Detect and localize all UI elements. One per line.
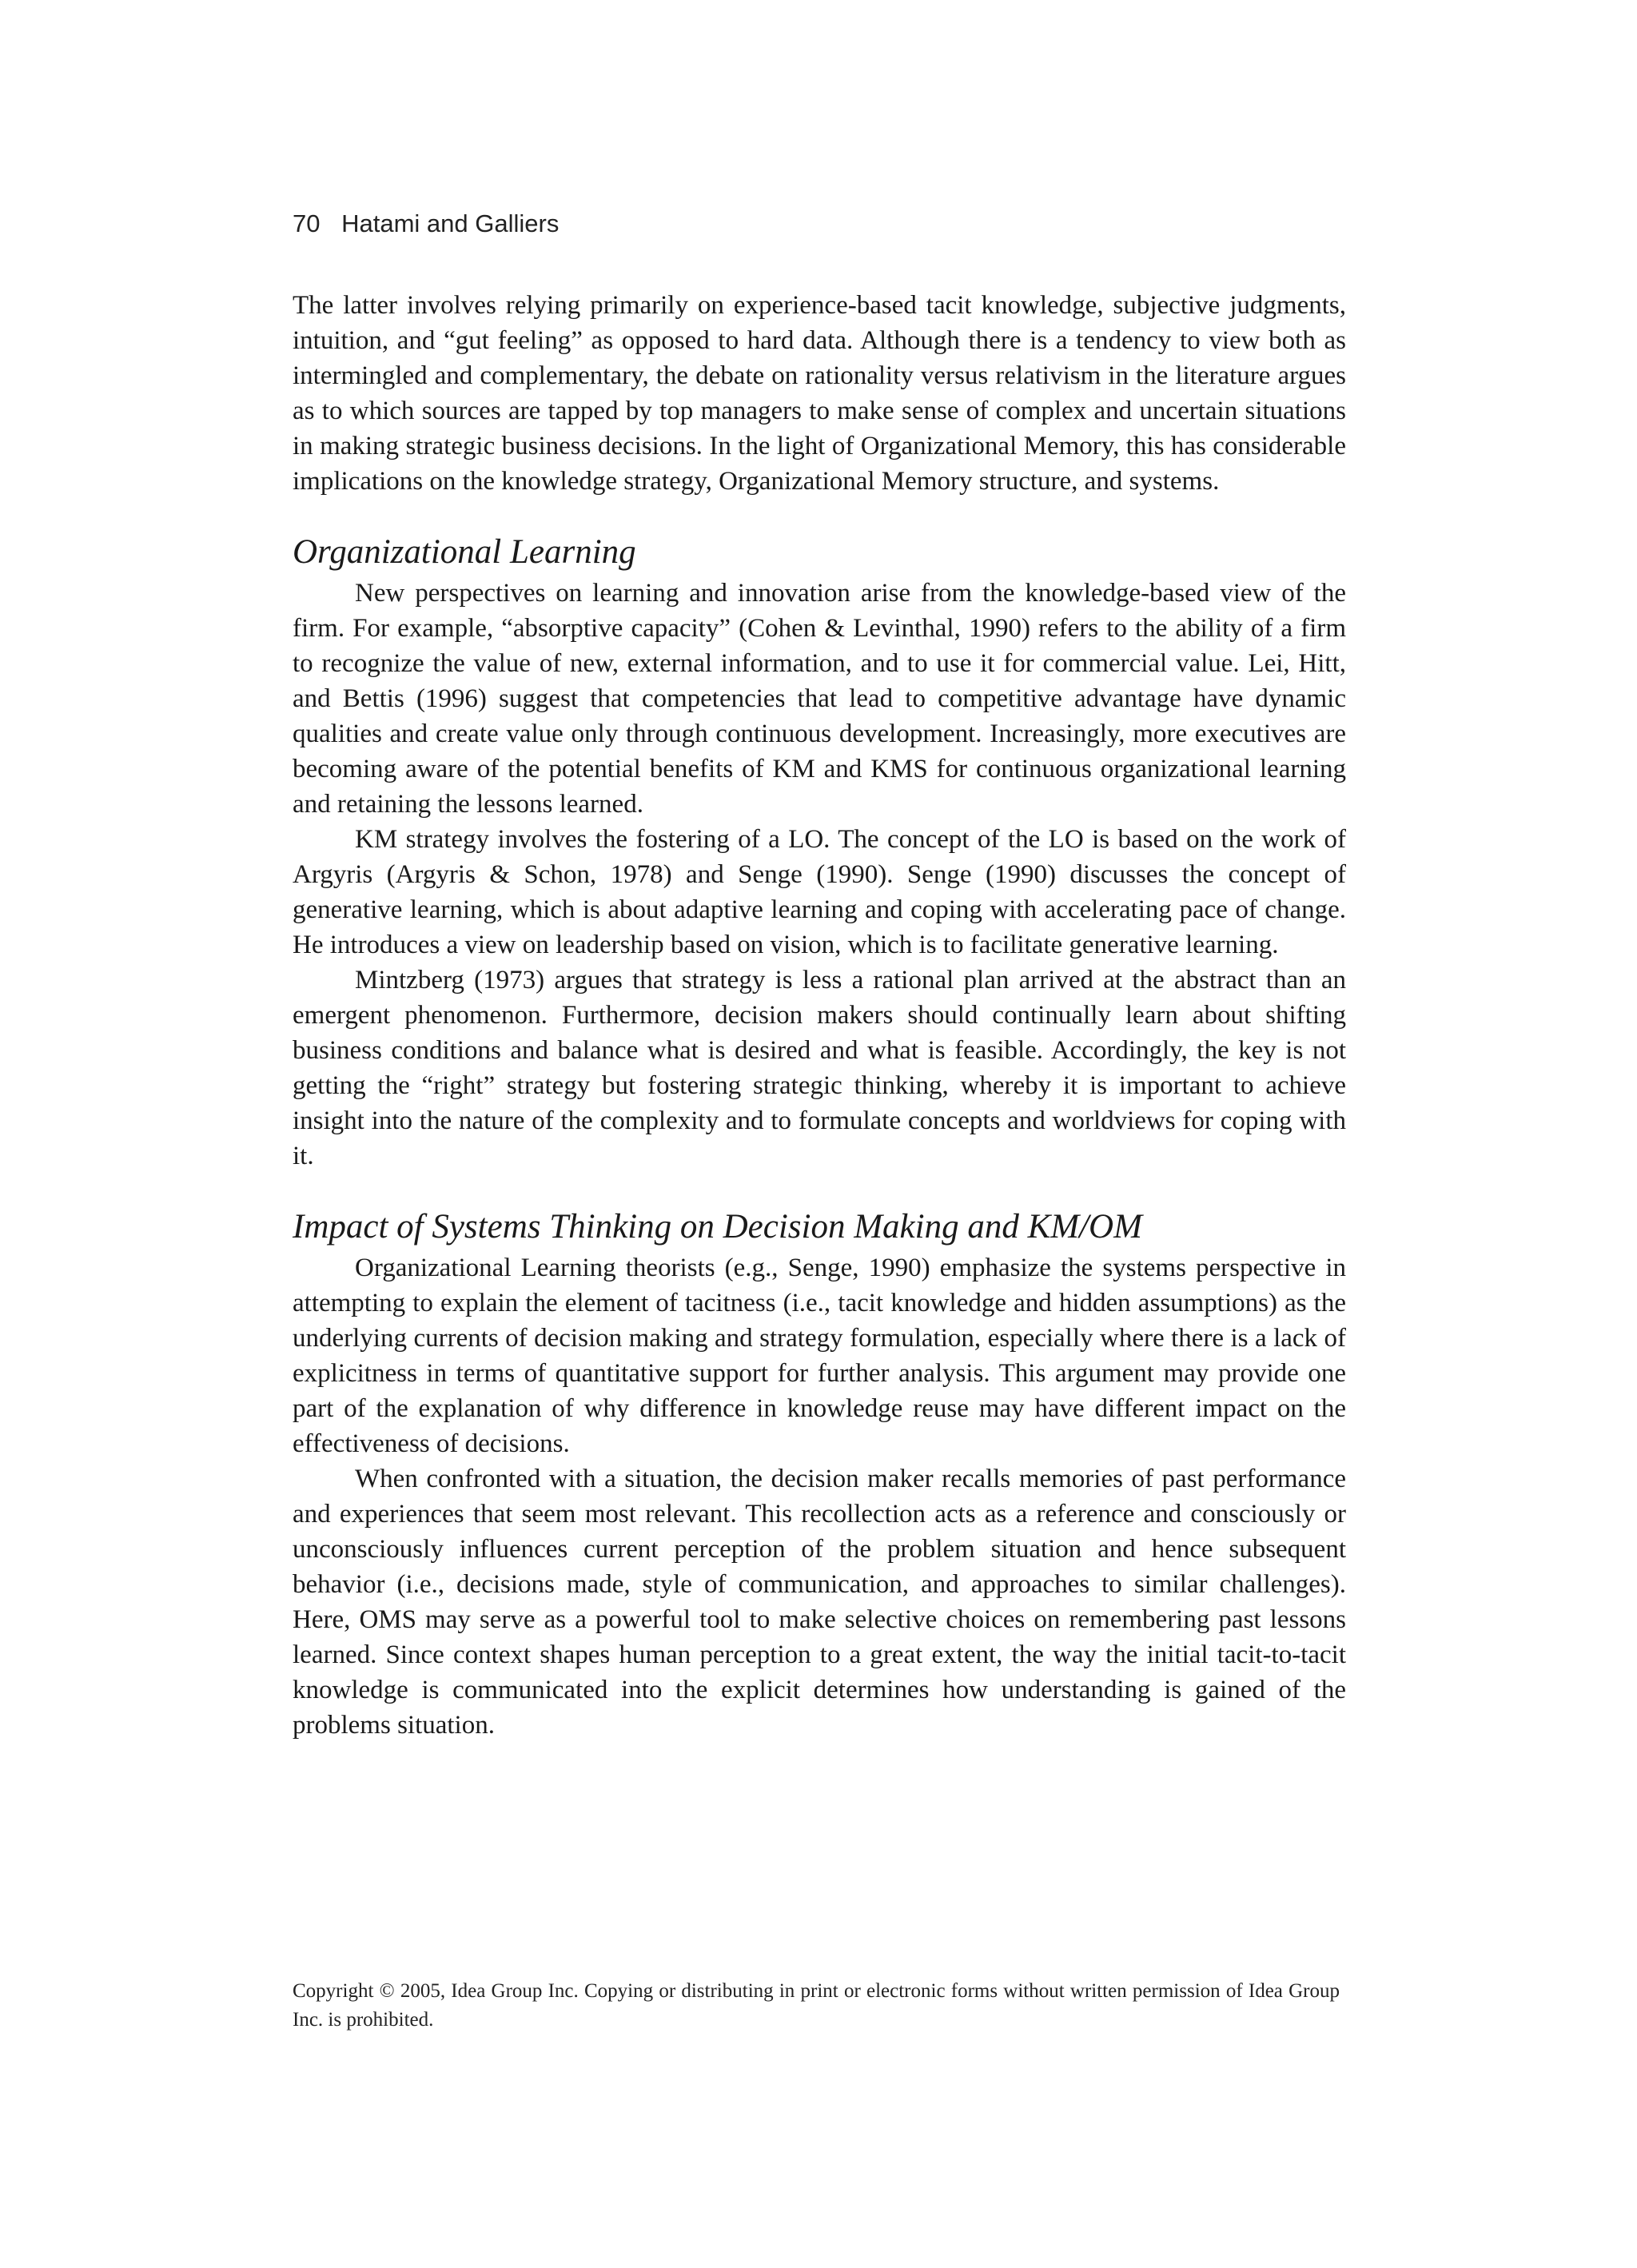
paragraph-rationality: The latter involves relying primarily on experience-based tacit knowledge, subjective judgments, intuition, and “gut feeling” as opposed to hard data. Although there is a tendency to view both as intermingled and complementary, the debate on rationality versus relativism in the literature argues as to which sources are tapped by top managers to make sense of complex and uncertain situations in making strategic business decisions. In the light of Organizational Memory, this has considerable implications on the knowledge strategy, Organizational Memory structure, and systems. [293, 291, 1346, 496]
paragraph-mintzberg: Mintzberg (1973) argues that strategy is less a rational plan arrived at the abstract than an emergent phenomenon. Furthermore, decision makers should continually learn about shifting business conditions and balance what is desired and what is feasible. Accordingly, the key is not getting the “right” strategy but fostering strategic thinking, whereby it is important to achieve insight into the nature of the complexity and to formulate concepts and worldviews for coping with it. [293, 966, 1346, 1170]
running-head [293, 209, 559, 238]
running-head-authors: Hatami and Galliers [341, 209, 560, 237]
copyright-notice: Copyright © 2005, Idea Group Inc. Copying or distributing in print or electronic forms without written permission of Idea Group Inc. is prohibited. [293, 1980, 1340, 2031]
section-heading-organizational-learning: Organizational Learning [293, 533, 636, 571]
copyright-footer [293, 1977, 1340, 2035]
paragraph-ol-theorists: Organizational Learning theorists (e.g., Senge, 1990) emphasize the systems perspective in attempting to explain the element of tacitness (i.e., tacit knowledge and hidden assumptions) as the underlying currents of decision making and strategy formulation, especially where there is a lack of explicitness in terms of quantitative support for further analysis. This argument may provide one part of the explanation of why difference in knowledge reuse may have different impact on the effectiveness of decisions. [293, 1254, 1346, 1458]
paragraph-new-perspectives: New perspectives on learning and innovation arise from the knowledge-based view of the firm. For example, “absorptive capacity” (Cohen & Levinthal, 1990) refers to the ability of a firm to recognize the value of new, external information, and to use it for commercial value. Lei, Hitt, and Bettis (1996) suggest that competencies that lead to competitive advantage have dynamic qualities and create value only through continuous development. Increasingly, more executives are becoming aware of the potential benefits of KM and KMS for continuous organizational learning and retaining the lessons learned. [293, 579, 1346, 819]
section-heading-impact-systems-thinking: Impact of Systems Thinking on Decision Making and KM/OM [293, 1208, 1142, 1246]
paragraph-decision-maker: When confronted with a situation, the decision maker recalls memories of past performance and experiences that seem most relevant. This recollection acts as a reference and consciously or unconsciously influences current perception of the problem situation and hence subsequent behavior (i.e., decisions made, style of communication, and approaches to similar challenges). Here, OMS may serve as a powerful tool to make selective choices on remembering past lessons learned. Since context shapes human perception to a great extent, the way the initial tacit-to-tacit knowledge is communicated into the explicit determines how understanding is gained of the problems situation. [293, 1465, 1346, 1740]
page-number: 70 [293, 209, 321, 237]
body-text [293, 288, 1346, 1743]
paragraph-km-strategy: KM strategy involves the fostering of a LO. The concept of the LO is based on the work of Argyris (Argyris & Schon, 1978) and Senge (1990). Senge (1990) discusses the concept of generative learning, which is about adaptive learning and coping with accelerating pace of change. He introduces a view on leadership based on vision, which is to facilitate generative learning. [293, 825, 1346, 959]
